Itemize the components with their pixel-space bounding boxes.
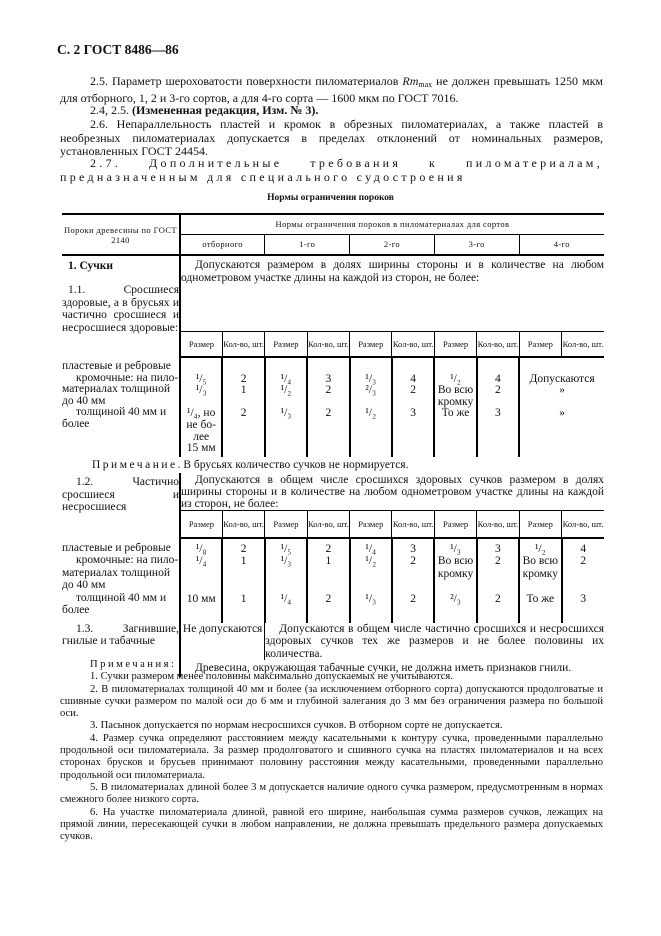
paragraph-2-6: 2.6. Непараллельность пластей и кромок в обрезных пиломатериалах, а также пластей в необрезных пиломатериалах допускается в пределах отклонений от номинальных размеров, установленных ГОСТ 24454. <box>60 117 603 159</box>
size-header: Размер <box>434 511 476 538</box>
value-line: ¹/₃ <box>280 555 292 567</box>
value-line <box>435 362 475 374</box>
p24-text: 2.4, 2.5. <box>90 103 132 117</box>
value-line: 4 <box>410 372 417 385</box>
value-cell <box>434 538 476 623</box>
row-label <box>62 357 180 457</box>
value-line: кромку <box>437 395 474 408</box>
value-cell <box>350 357 392 457</box>
value-line: 1 <box>240 384 247 397</box>
value-line: 2 <box>240 372 247 385</box>
value-line: ¹/₃ <box>280 407 292 420</box>
count-header: Кол-во, шт. <box>562 331 604 357</box>
count-header: Кол-во, шт. <box>477 511 519 538</box>
value-line <box>351 568 391 581</box>
value-line: 4 <box>495 372 501 385</box>
value-line: 2 <box>580 555 587 567</box>
grade-header-4: 4-го <box>519 234 604 255</box>
rm-subscript: max <box>418 80 433 89</box>
count-header: Кол-во, шт. <box>307 331 349 357</box>
value-line: ¹/₃ <box>450 542 461 555</box>
value-line <box>266 568 306 581</box>
section-1-2-description: Допускаются в общем числе сросшихся здоровых сучков размером в долях ширины стороны и в количестве на любом однометровом участке длины на каждой из сторон, не более: <box>181 474 604 510</box>
value-line: То же <box>526 592 555 605</box>
value-cell <box>307 538 349 623</box>
value-line: ¹/₈ <box>195 542 207 555</box>
row-label-line: более <box>62 604 90 616</box>
value-line: 3 <box>580 592 587 605</box>
value-line <box>181 362 221 374</box>
p25-text-end: не должен превышать 1250 мкм для отборного, 1, 2 и 3-го сортов, а для 4-го сорта — 1600 мкм по ГОСТ 7016. <box>60 74 604 105</box>
row-label-line: материалах толщиной <box>62 566 170 579</box>
value-line <box>478 580 518 593</box>
count-header: Кол-во, шт. <box>562 511 604 538</box>
row-label-line: пластевые и ребровые <box>62 541 171 554</box>
section-1-3-label: 1.3. Загнившие, гнилые и табачные <box>62 623 180 678</box>
value-line <box>223 568 263 581</box>
row-label-line: более <box>62 417 90 430</box>
value-line: 3 <box>410 542 417 555</box>
value-cell <box>434 357 476 457</box>
count-header: Кол-во, шт. <box>477 331 519 357</box>
value-line <box>435 580 475 593</box>
row-label-line: материалах толщиной <box>62 383 170 396</box>
value-cell <box>222 538 264 623</box>
section-1-3-description: Допускаются в общем числе частично сросшихся и несросшихся здоровых сучков тех же размеров и не более половины их количества. <box>265 622 604 660</box>
grade-header-2: 2-го <box>350 234 435 255</box>
value-line: 2 <box>325 407 332 420</box>
row-label-line: толщиной 40 мм и <box>76 406 167 419</box>
col-header-defects: Пороки древесины по ГОСТ 2140 <box>62 214 180 255</box>
note-item: 4. Размер сучка определяют расстоянием между касательными к контуру сучка, проведенными параллельно продольной оси пиломатериала. За размер продолговатого и сшивного сучка на пластях пиломатериалов и на всех сторонах брусков и брусьев принимают половину расстояния между касательными, проведенными параллельно продольной оси пиломатериала. <box>60 732 603 781</box>
note-item: 6. На участке пиломатериала длиной, равной его ширине, наибольшая сумма размеров сучков, лежащих на прямой линии, пересекающей сучки в любом направлении, не должна превышать предельного размера допускаемых сучков. <box>60 806 603 843</box>
value-line <box>351 362 391 374</box>
value-line: ¹/₂ <box>450 372 461 385</box>
size-header: Размер <box>180 331 222 357</box>
value-line <box>520 362 604 374</box>
value-cell <box>222 357 264 457</box>
value-line <box>393 568 433 581</box>
value-line: Допускаются <box>529 372 595 385</box>
value-line: 3 <box>410 407 417 420</box>
section-1-description: Допускаются размером в долях ширины стороны и в количестве на любом однометровом участке длины на каждой из сторон, не более: <box>180 255 604 331</box>
section-1-label <box>62 255 180 357</box>
value-line: ¹/₅ <box>280 542 292 555</box>
value-line: » <box>559 384 565 397</box>
value-line: Во всю <box>522 555 558 567</box>
value-line <box>563 568 604 581</box>
value-cell <box>392 538 434 623</box>
value-line: ²/₃ <box>365 384 377 397</box>
value-line: ¹/₄ <box>280 372 292 385</box>
count-header: Кол-во, шт. <box>222 511 264 538</box>
value-line: ¹/₃ <box>195 384 207 397</box>
value-line: 4 <box>580 542 587 555</box>
value-line: 2 <box>495 555 501 567</box>
size-header: Размер <box>265 331 307 357</box>
size-header: Размер <box>350 511 392 538</box>
value-line: 2 <box>410 592 417 605</box>
size-header: Размер <box>519 331 561 357</box>
value-line <box>181 580 221 593</box>
value-line <box>393 580 433 593</box>
value-line <box>478 362 518 374</box>
count-header: Кол-во, шт. <box>392 331 434 357</box>
value-line: 2 <box>410 384 417 397</box>
value-cell <box>265 538 307 623</box>
value-line <box>351 580 391 593</box>
value-cell <box>562 538 604 623</box>
notes-block <box>60 659 603 843</box>
value-line: кромку <box>437 567 474 580</box>
grade-header-0: отборного <box>180 234 265 255</box>
value-line: 2 <box>410 555 417 567</box>
value-line: ¹/₅ <box>195 372 207 385</box>
note-item: 3. Пасынок допускается по нормам несросшихся сучков. В отборном сорте не допускается. <box>90 720 503 732</box>
row-label <box>62 538 180 623</box>
value-line: 3 <box>495 407 501 420</box>
value-cell <box>350 538 392 623</box>
section-1-1-heading: 1.1. Сросшиеся здоровые, а в брусьях и частично сросшиеся и несросшиеся здоровые: <box>62 284 179 334</box>
tobacco-knots-note: Древесина, окружающая табачные сучки, не должна иметь признаков гнили. <box>195 662 572 674</box>
row-label-line: до 40 мм <box>62 394 106 407</box>
row-label-line: кромочные: на пило- <box>76 371 179 384</box>
value-line <box>308 362 348 374</box>
value-line: 2 <box>495 384 501 397</box>
value-line: » <box>559 407 565 420</box>
size-header: Размер <box>180 511 222 538</box>
row-label-line: пластевые и ребровые <box>62 360 171 372</box>
value-line <box>266 362 306 374</box>
section-1-2-label: 1.2. Частично сросшиеся и несросшиеся <box>62 473 180 538</box>
value-cell <box>392 357 434 457</box>
value-line <box>223 362 263 374</box>
value-line: лее <box>193 430 210 443</box>
value-line <box>393 362 433 374</box>
value-line: ¹/₄ <box>195 555 207 567</box>
row-label-line: кромочные: на пило- <box>76 554 179 566</box>
value-cell <box>477 357 519 457</box>
value-cell <box>519 538 561 623</box>
value-cell <box>180 538 222 623</box>
value-line: 1 <box>240 592 247 605</box>
value-line: 3 <box>495 542 501 555</box>
value-line: 2 <box>240 542 247 555</box>
value-line: 2 <box>325 384 332 397</box>
value-line <box>563 580 604 593</box>
value-line: 2 <box>240 407 247 420</box>
value-cell <box>477 538 519 623</box>
count-header: Кол-во, шт. <box>307 511 349 538</box>
row-label-line: толщиной 40 мм и <box>76 591 167 604</box>
value-line: ¹/₄, но <box>187 407 216 420</box>
table-note <box>62 457 604 473</box>
rm-symbol: Rm <box>402 74 419 88</box>
grade-header-3: 3-го <box>434 234 519 255</box>
p25-text: 2.5. Параметр шероховатости поверхности пиломатериалов <box>90 74 403 88</box>
page-header: С. 2 ГОСТ 8486—86 <box>57 42 179 57</box>
value-line: ¹/₄ <box>365 542 377 555</box>
value-line <box>308 580 348 593</box>
value-line: ²/₃ <box>450 592 461 605</box>
value-line <box>520 580 560 593</box>
notes-title: Примечания: <box>90 659 177 670</box>
value-line: То же <box>441 407 470 420</box>
value-line: 2 <box>495 592 501 605</box>
note-item: 1. Сучки размером менее половины максимально допускаемых не учитываются. <box>90 671 453 683</box>
note-text: . В брусьях количество сучков не нормируется. <box>177 459 409 471</box>
value-line: ¹/₂ <box>365 555 377 567</box>
paragraph-2-5 <box>60 75 603 105</box>
value-line: кромку <box>522 567 558 580</box>
col-header-norms: Нормы ограничения пороков в пиломатериалах для сортов <box>180 214 604 234</box>
value-line: 2 <box>325 542 332 555</box>
value-line: 10 мм <box>186 592 216 605</box>
section-1-heading: 1. Сучки <box>68 260 114 272</box>
grade-header-1: 1-го <box>265 234 350 255</box>
row-label-line: до 40 мм <box>62 579 106 591</box>
value-line: ¹/₃ <box>365 592 377 605</box>
value-line <box>478 568 518 581</box>
note-label: Примечание <box>92 459 178 471</box>
value-line <box>181 568 221 581</box>
value-line <box>266 580 306 593</box>
notes-list <box>60 671 603 843</box>
defects-table <box>62 213 604 677</box>
value-line: 15 мм <box>186 442 216 455</box>
size-header: Размер <box>434 331 476 357</box>
value-line: Во всю <box>437 384 474 397</box>
amendment-note: (Измененная редакция, Изм. № 3). <box>132 103 319 117</box>
count-header: Кол-во, шт. <box>392 511 434 538</box>
value-cell <box>519 357 604 457</box>
value-line: ¹/₃ <box>365 372 377 385</box>
paragraph-2-4 <box>60 104 603 118</box>
value-line <box>308 568 348 581</box>
note-item: 5. В пиломатериалах длиной более 3 м допускается наличие одного сучка размером, предусмотренным в нормах смежного более низкого сорта. <box>60 781 603 806</box>
value-cell <box>307 357 349 457</box>
size-header: Размер <box>519 511 561 538</box>
value-line: 3 <box>325 372 332 385</box>
count-header: Кол-во, шт. <box>222 331 264 357</box>
value-line: ¹/₂ <box>365 407 377 420</box>
value-line: 2 <box>325 592 332 605</box>
size-header: Размер <box>350 331 392 357</box>
value-line: ¹/₂ <box>534 542 546 555</box>
paragraph-2-7: 2.7. Дополнительные требования к пиломатериалам, предназначенным для специального судостроения <box>60 156 603 184</box>
value-line: не бо- <box>186 418 216 431</box>
value-line <box>223 580 263 593</box>
size-header: Размер <box>265 511 307 538</box>
not-allowed-cell: Не допускаются <box>180 623 265 661</box>
value-line: Во всю <box>437 555 474 567</box>
value-line: ¹/₄ <box>280 592 292 605</box>
value-line: 1 <box>325 555 332 567</box>
table-title: Нормы ограничения пороков <box>267 193 394 203</box>
note-item: 2. В пиломатериалах толщиной 40 мм и более (за исключением отборного сорта) допускаются продолговатые и сшивные сучки размером по малой оси до 6 мм и глубиной залегания до 3 мм без ограничения размера по большой оси. <box>60 683 603 720</box>
value-cell <box>265 357 307 457</box>
value-line: ¹/₂ <box>280 384 292 397</box>
value-line: 1 <box>240 555 247 567</box>
value-cell <box>180 357 222 457</box>
